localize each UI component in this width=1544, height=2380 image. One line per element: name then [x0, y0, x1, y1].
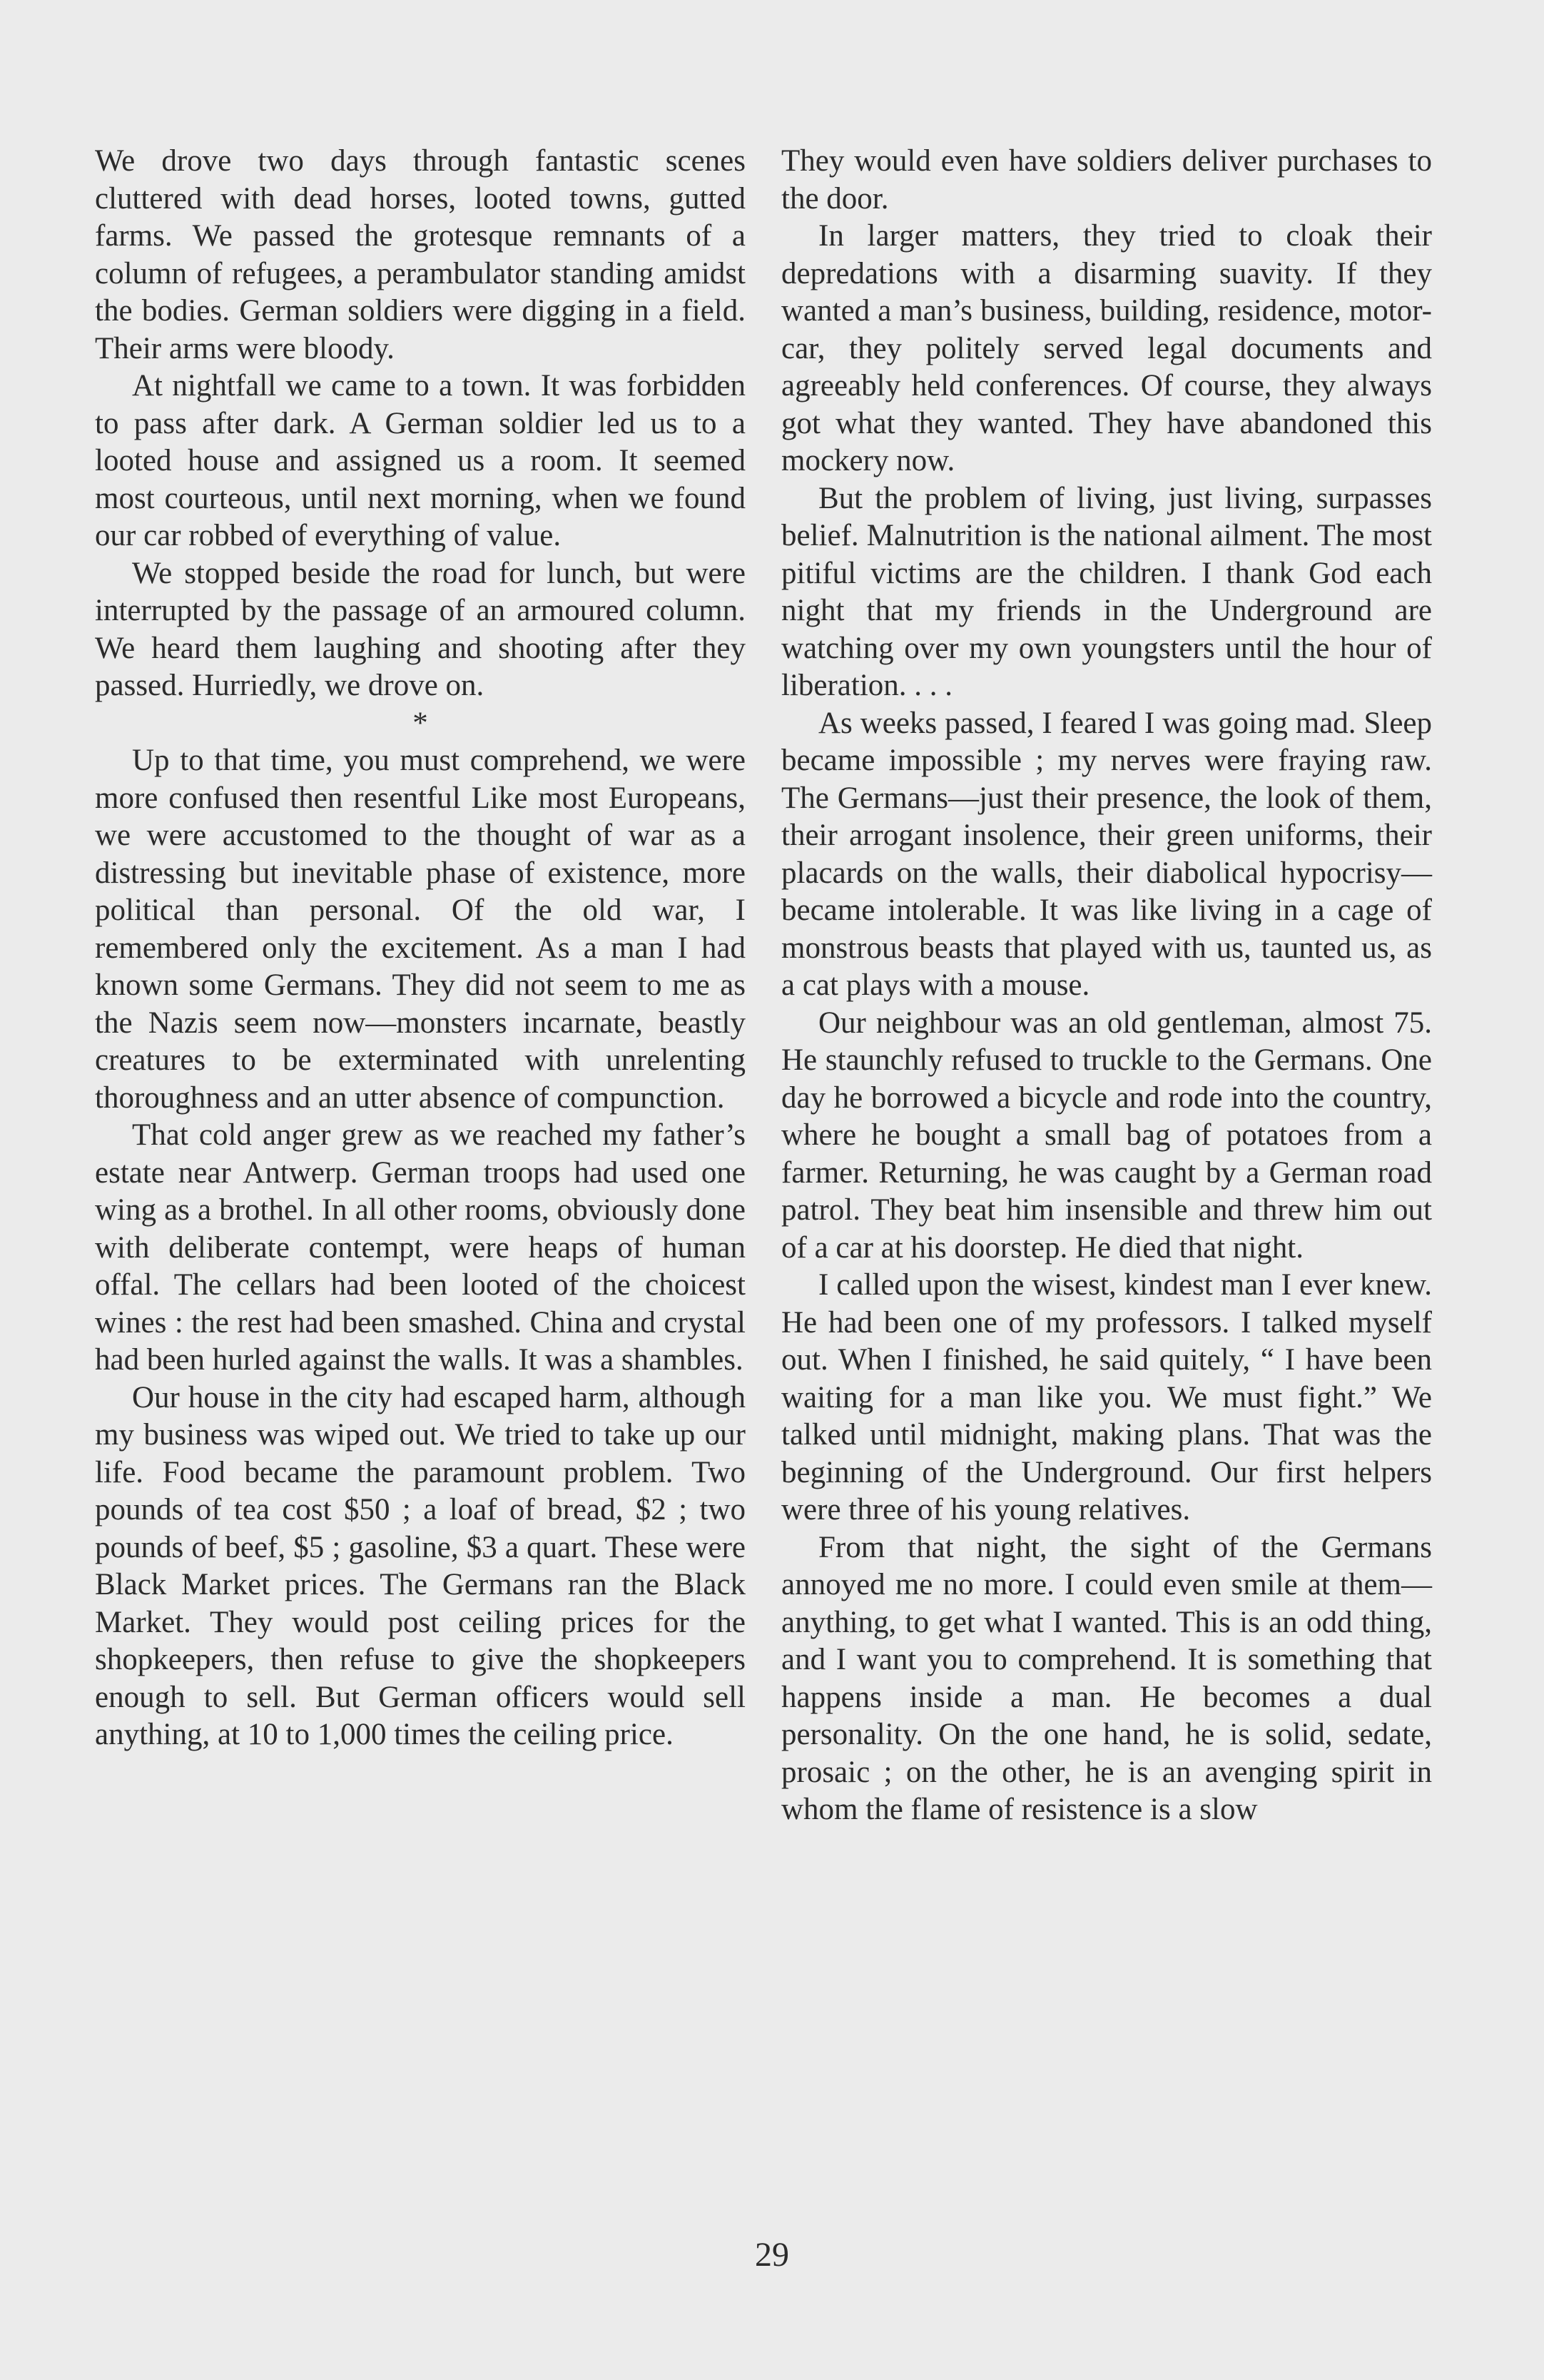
- paragraph: Our house in the city had escaped harm, although my business was wiped out. We tried to take up our life. Food became the paramount problem. Two pounds of tea cost $50 ; a loaf of bread, $2 ; two pounds of beef, $5 ; gasoline, $3 a quart. These were Black Market prices. The Germans ran the Black Market. They would post ceiling prices for the shopkeepers, then refuse to give the shopkeepers enough to sell. But German officers would sell anything, at 10 to 1,000 times the ceiling price.: [95, 1380, 746, 1751]
- paragraph: We stopped beside the road for lunch, but were interrupted by the passage of an armoured column. We heard them laughing and shooting after they passed. Hurriedly, we drove on.: [95, 556, 746, 702]
- paragraph: They would even have soldiers deliver purchases to the door.: [781, 144, 1432, 216]
- paragraph: From that night, the sight of the Germans annoyed me no more. I could even smile at them—anything, to get what I wanted. This is an odd thing, and I want you to comprehend. It is something that happens inside a man. He becomes a dual personality. On the one hand, he is solid, sedate, prosaic ; on the other, he is an avenging spirit in whom the flame of resistence is a slow: [781, 1530, 1432, 1826]
- paragraph: Up to that time, you must comprehend, we were more confused then resentful Like most Europeans, we were accustomed to the thought of war as a distressing but inevitable phase of existence, more political than personal. Of the old war, I remembered only the excitement. As a man I had known some Germans. They did not seem to me as the Nazis seem now—monsters incarnate, beastly creatures to be exterminated with unrelenting thoroughness and an utter absence of compunction.: [95, 744, 746, 1115]
- paragraph: But the problem of living, just living, surpasses belief. Malnutrition is the national ailment. The most pitiful victims are the children. I thank God each night that my friends in the Underground are watching over my own youngsters until the hour of liberation. . . .: [781, 481, 1432, 702]
- paragraph: Our neighbour was an old gentleman, almost 75. He staunchly refused to truckle to the Germans. One day he borrowed a bicycle and rode into the country, where he bought a small bag of potatoes from a farmer. Returning, he was caught by a German road patrol. They beat him insensible and threw him out of a car at his doorstep. He died that night.: [781, 1006, 1432, 1265]
- section-separator: *: [412, 706, 428, 740]
- paragraph: We drove two days through fantastic scenes cluttered with dead horses, looted towns, gutted farms. We passed the grotesque remnants of a column of refugees, a perambulator standing amidst the bodies. German soldiers were digging in a field. Their arms were bloody.: [95, 144, 746, 365]
- left-column: [95, 143, 746, 1754]
- paragraph: That cold anger grew as we reached my father’s estate near Antwerp. German troops had used one wing as a brothel. In all other rooms, obviously done with deliberate contempt, were heaps of human offal. The cellars had been looted of the choicest wines : the rest had been smashed. China and crystal had been hurled against the walls. It was a shambles.: [95, 1118, 746, 1377]
- page-number: 29: [755, 2236, 789, 2274]
- paragraph: I called upon the wisest, kindest man I ever knew. He had been one of my professors. I talked myself out. When I finished, he said quitely, “ I have been waiting for a man like you. We must fight.” We talked until midnight, making plans. That was the beginning of the Underground. Our first helpers were three of his young relatives.: [781, 1268, 1432, 1526]
- paragraph: In larger matters, they tried to cloak their depredations with a disarming suavity. If they wanted a man’s business, building, residence, motor-car, they politely served legal documents and agreeably held conferences. Of course, they always got what they wanted. They have abandoned this mockery now.: [781, 219, 1432, 477]
- paragraph: At nightfall we came to a town. It was forbidden to pass after dark. A German soldier led us to a looted house and assigned us a room. It seemed most courteous, until next morning, when we found our car robbed of everything of value.: [95, 369, 746, 552]
- paragraph: As weeks passed, I feared I was going mad. Sleep became impossible ; my nerves were fraying raw. The Germans—just their presence, the look of them, their arrogant insolence, their green uniforms, their placards on the walls, their diabolical hypocrisy—became intolerable. It was like living in a cage of monstrous beasts that played with us, taunted us, as a cat plays with a mouse.: [781, 706, 1432, 1002]
- right-column: [781, 143, 1432, 1829]
